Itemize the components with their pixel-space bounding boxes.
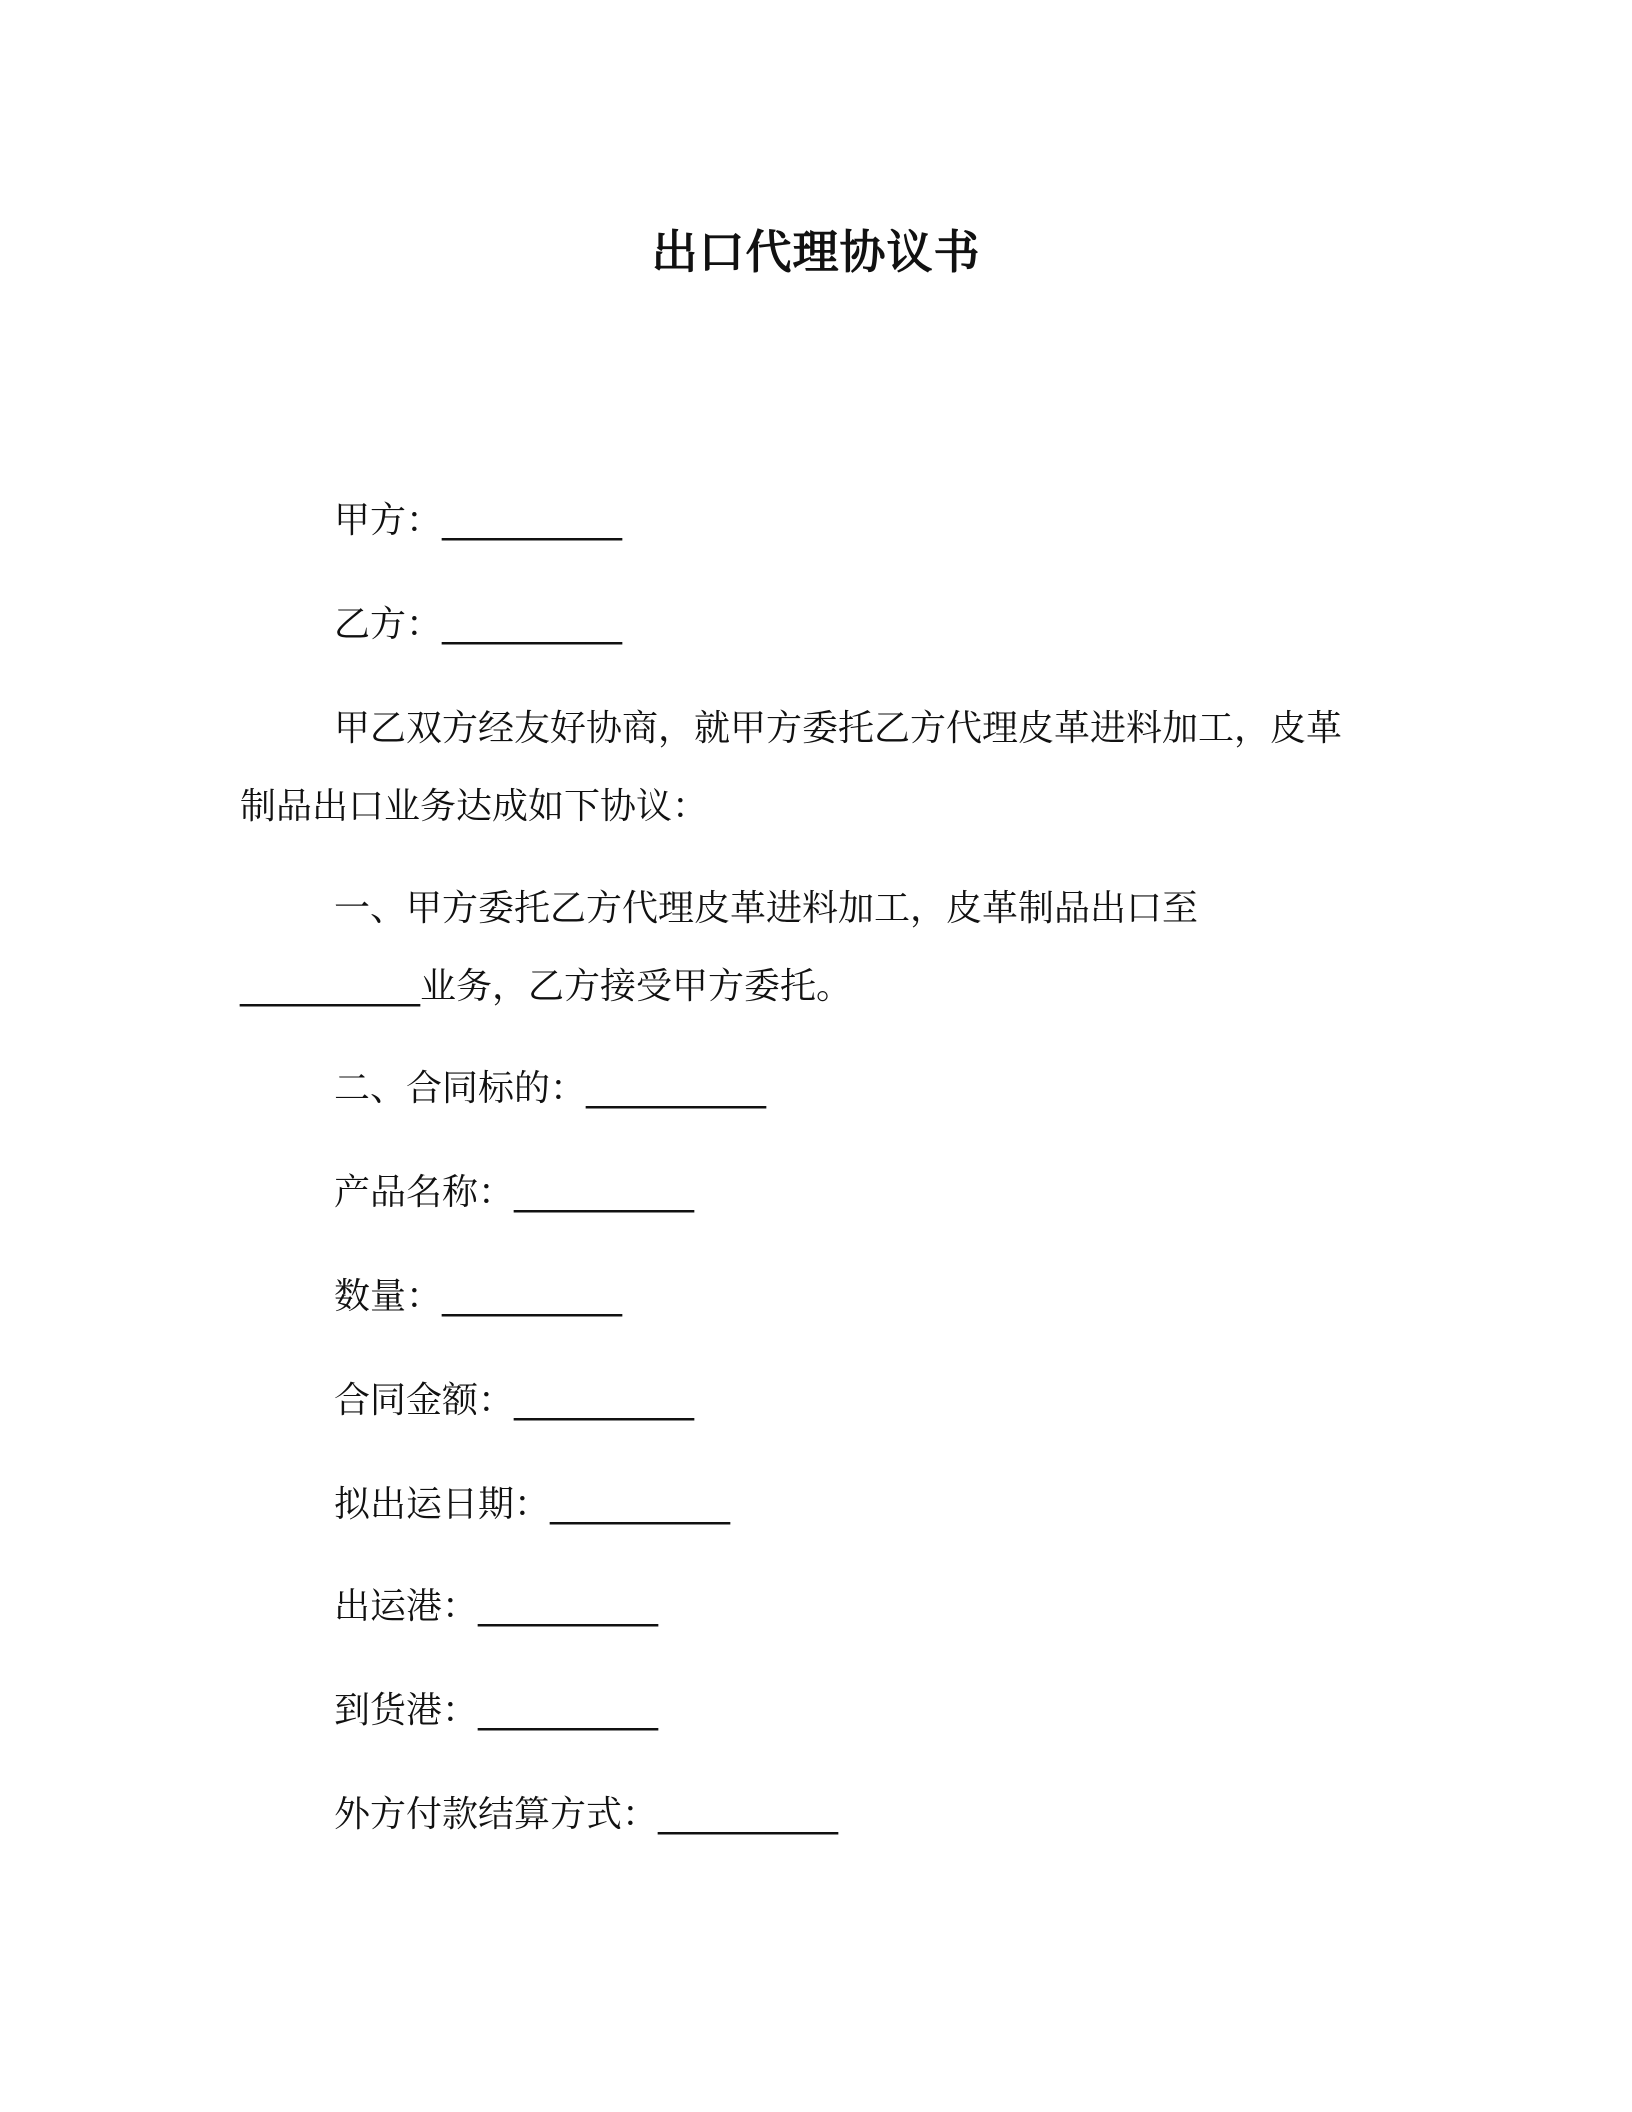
clause-1-line-2: __________业务，乙方接受甲方委托。 [240, 966, 853, 1007]
payment-method-line: 外方付款结算方式：__________ [334, 1794, 839, 1835]
planned-ship-date-line: 拟出运日期：__________ [334, 1484, 731, 1525]
port-of-loading-line: 出运港：__________ [334, 1586, 659, 1627]
intro-paragraph-line-1: 甲乙双方经友好协商，就甲方委托乙方代理皮革进料加工，皮革 [334, 708, 1343, 749]
product-name-line: 产品名称：__________ [334, 1172, 695, 1213]
quantity-line: 数量：__________ [334, 1276, 623, 1317]
clause-1-line-1: 一、甲方委托乙方代理皮革进料加工，皮革制品出口至 [334, 888, 1199, 929]
party-a-line: 甲方：__________ [334, 500, 623, 541]
party-b-line: 乙方：__________ [334, 604, 623, 645]
port-of-destination-line: 到货港：__________ [334, 1690, 659, 1731]
intro-paragraph-line-2: 制品出口业务达成如下协议： [240, 786, 709, 827]
contract-amount-line: 合同金额：__________ [334, 1380, 695, 1421]
document-title: 出口代理协议书 [651, 225, 981, 279]
clause-2-line: 二、合同标的：__________ [334, 1068, 767, 1109]
